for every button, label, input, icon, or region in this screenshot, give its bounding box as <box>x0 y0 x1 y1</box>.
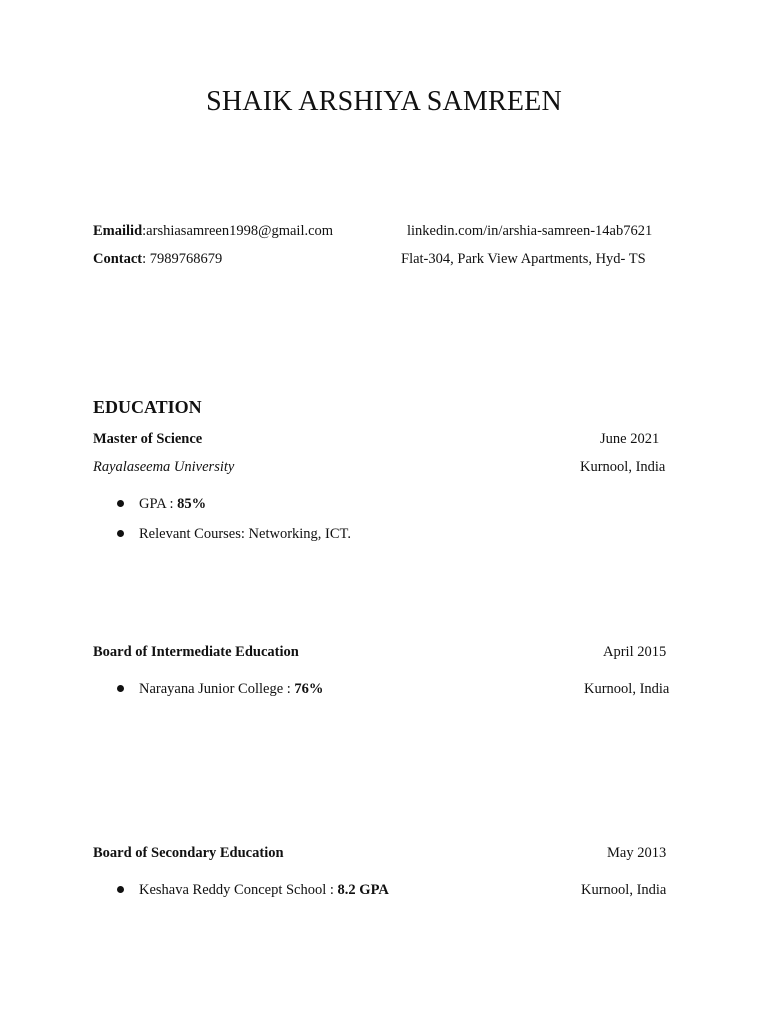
degree-title: Master of Science <box>93 431 203 447</box>
courses-item: Relevant Courses: Networking, ICT. <box>139 526 351 542</box>
gpa-label: GPA : <box>139 496 178 512</box>
secondary-date: May 2013 <box>607 845 667 861</box>
intermediate-location: Kurnool, India <box>584 681 670 697</box>
gpa-value: 85% <box>177 496 207 512</box>
bullet-icon <box>117 685 124 692</box>
phone-value: : 7989768679 <box>142 251 223 267</box>
secondary-location: Kurnool, India <box>581 882 667 898</box>
bullet-icon <box>117 500 124 507</box>
address-text: Flat-304, Park View Apartments, Hyd- TS <box>401 251 646 267</box>
email-label: Emailid <box>93 223 143 239</box>
bullet-icon <box>117 886 124 893</box>
email-line <box>93 222 333 240</box>
intermediate-college <box>139 680 323 698</box>
college-name: Narayana Junior College : <box>139 681 295 697</box>
phone-label: Contact <box>93 251 143 267</box>
school-score: 8.2 GPA <box>337 882 389 898</box>
education-heading: EDUCATION <box>93 397 202 417</box>
gpa-item <box>139 495 206 513</box>
intermediate-title: Board of Intermediate Education <box>93 644 299 660</box>
intermediate-date: April 2015 <box>603 644 667 660</box>
secondary-title: Board of Secondary Education <box>93 845 284 861</box>
college-score: 76% <box>294 681 324 697</box>
email-value: :arshiasamreen1998@gmail.com <box>142 223 334 239</box>
degree-date: June 2021 <box>600 431 660 447</box>
school-name: Keshava Reddy Concept School : <box>139 882 338 898</box>
candidate-name: SHAIK ARSHIYA SAMREEN <box>206 86 562 117</box>
institution-name: Rayalaseema University <box>93 459 235 475</box>
bullet-icon <box>117 530 124 537</box>
linkedin-text: linkedin.com/in/arshia-samreen-14ab7621 <box>407 223 653 239</box>
secondary-school <box>139 881 389 899</box>
institution-location: Kurnool, India <box>580 459 666 475</box>
phone-line <box>93 250 222 268</box>
